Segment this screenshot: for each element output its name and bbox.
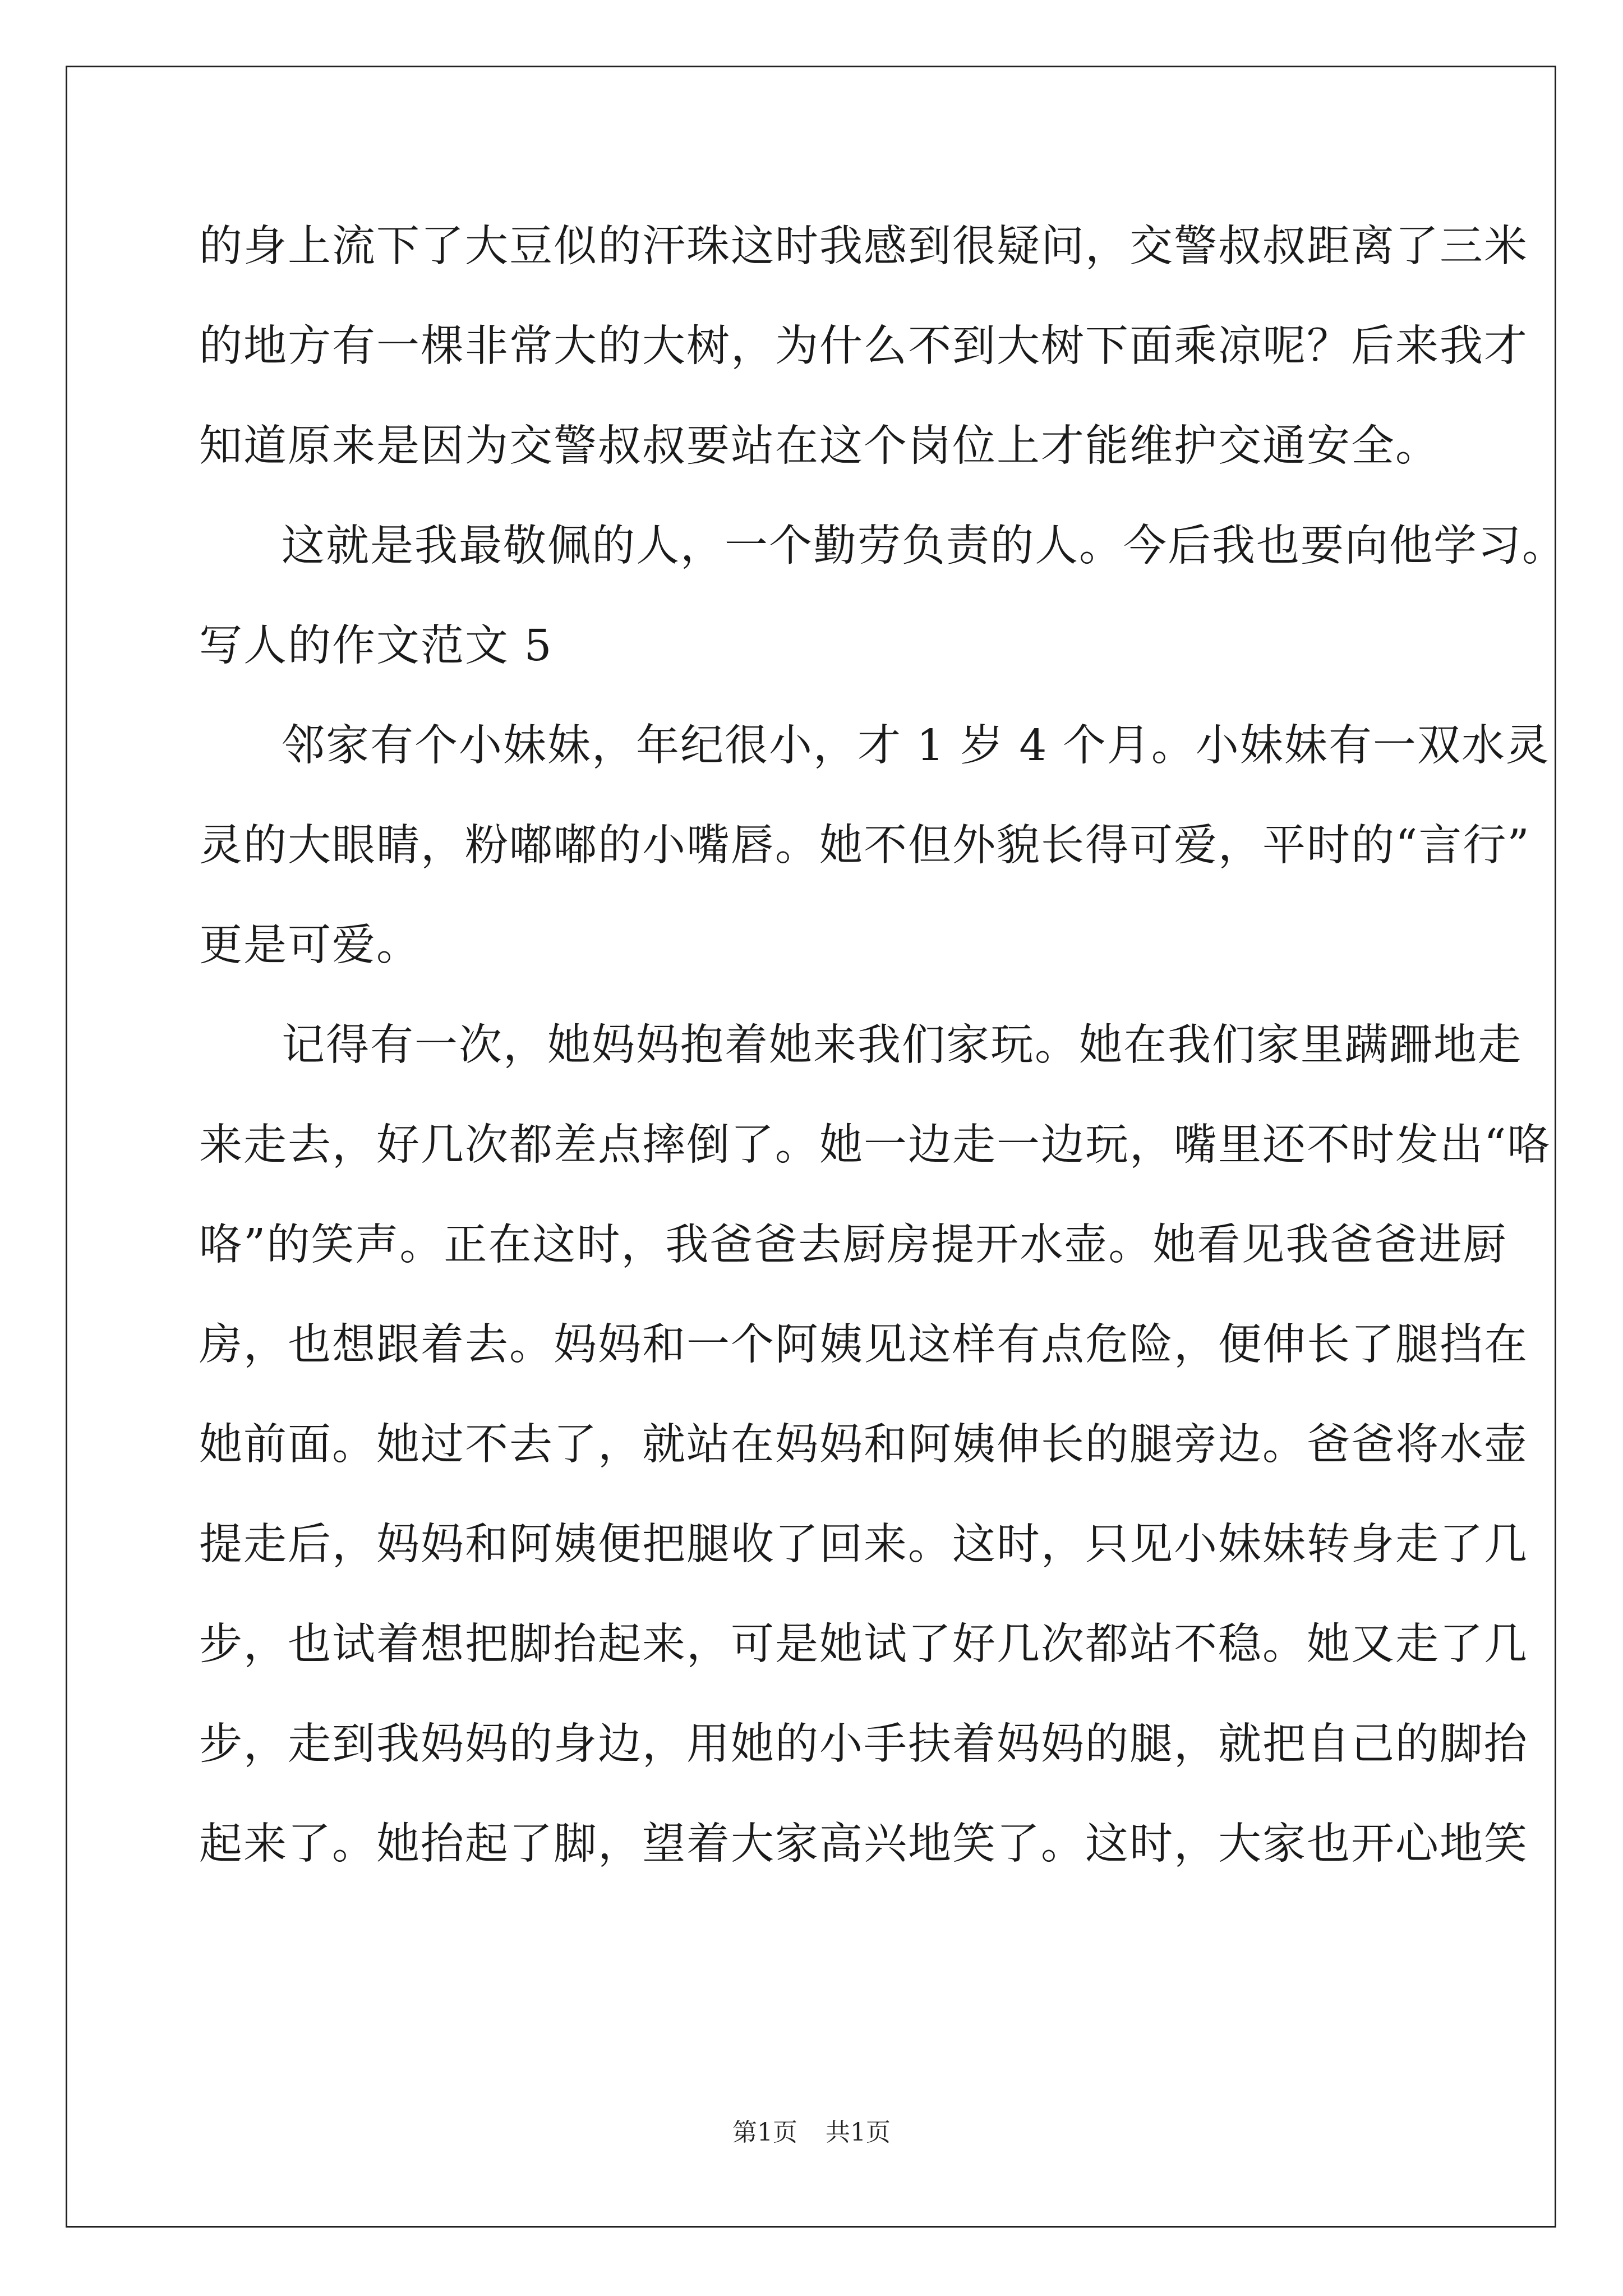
text-line: 更是可爱。 [199,921,421,970]
text-line: 知道原来是因为交警叔叔要站在这个岗位上才能维护交通安全。 [199,421,1440,471]
text-line: 她前面。她过不去了，就站在妈妈和阿姨伸长的腿旁边。爸爸将水壶 [199,1420,1528,1470]
section-heading: 写人的作文范文 5 [199,621,553,671]
page-footer [0,2112,1623,2148]
text-line: 的地方有一棵非常大的大树，为什么不到大树下面乘凉呢？后来我才 [199,321,1528,371]
text-line: 咯”的笑声。正在这时，我爸爸去厨房提开水壶。她看见我爸爸进厨 [199,1220,1507,1270]
page-number: 第1页 [732,2118,797,2147]
text-line: 来走去，好几次都差点摔倒了。她一边走一边玩，嘴里还不时发出“咯 [199,1120,1552,1170]
paragraph-first-line: 记得有一次，她妈妈抱着她来我们家玩。她在我们家里蹒跚地走 [282,1020,1522,1070]
paragraph-first-line: 这就是我最敬佩的人，一个勤劳负责的人。今后我也要向他学习。 [282,521,1566,571]
text-line: 步，走到我妈妈的身边，用她的小手扶着妈妈的腿，就把自己的脚抬 [199,1719,1528,1769]
text-line: 房，也想跟着去。妈妈和一个阿姨见这样有点危险，便伸长了腿挡在 [199,1320,1528,1370]
text-line: 步，也试着想把脚抬起来，可是她试了好几次都站不稳。她又走了几 [199,1619,1528,1669]
text-line: 的身上流下了大豆似的汗珠这时我感到很疑问，交警叔叔距离了三米 [199,222,1528,272]
text-line: 灵的大眼睛，粉嘟嘟的小嘴唇。她不但外貌长得可爱，平时的“言行” [199,821,1530,871]
text-line: 提走后，妈妈和阿姨便把腿收了回来。这时，只见小妹妹转身走了几 [199,1520,1528,1570]
paragraph-first-line: 邻家有个小妹妹，年纪很小，才 1 岁 4 个月。小妹妹有一双水灵 [282,721,1550,771]
page-total: 共1页 [826,2118,891,2147]
text-line: 起来了。她抬起了脚，望着大家高兴地笑了。这时，大家也开心地笑 [199,1819,1528,1869]
